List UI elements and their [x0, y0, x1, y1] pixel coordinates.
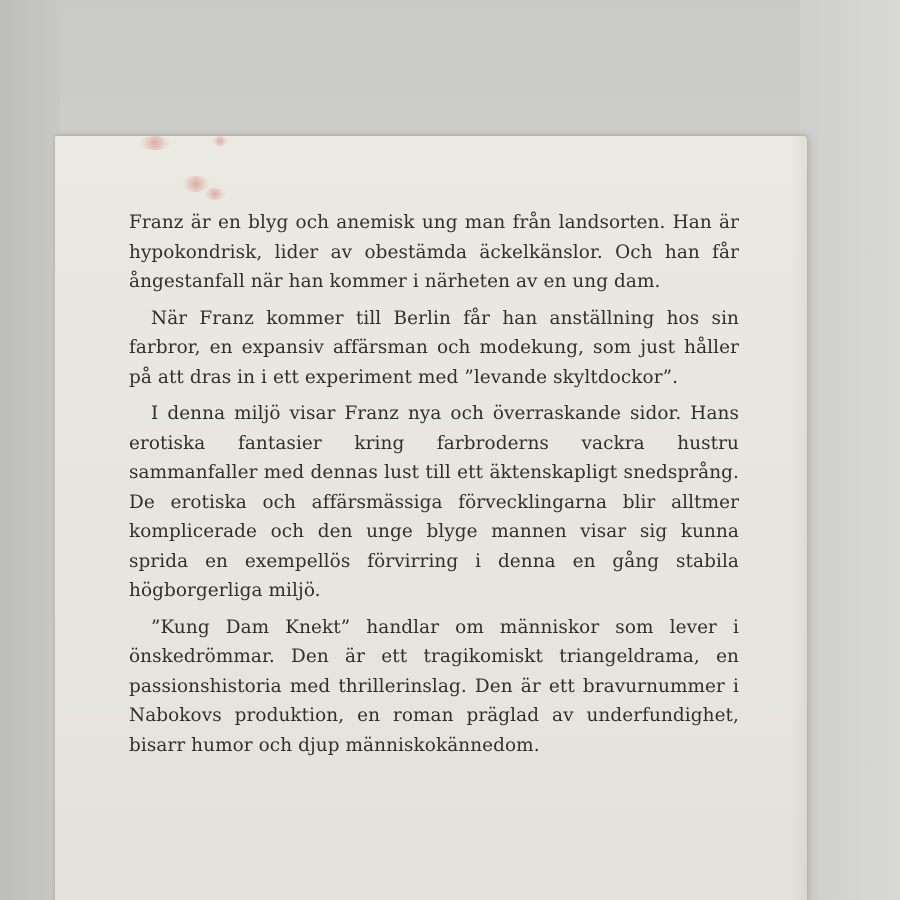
table-surface-left — [0, 0, 60, 900]
blurb-text — [129, 208, 739, 767]
table-surface-right — [800, 0, 900, 900]
stain-mark — [140, 136, 170, 150]
blurb-paragraph-2: När Franz kommer till Berlin får han anställning hos sin farbror, en expansiv affärsman och modekung, som just håller på att dras in i ett experiment med ”levande skyltdockor”. — [129, 307, 739, 388]
blurb-paragraph-4: ”Kung Dam Knekt” handlar om människor som lever i önskedrömmar. Den är ett tragikomiskt triangeldrama, en passionshistoria med thrillerinslag. Den är ett bravurnummer i Nabokovs produktion, en roman präglad av underfundighet, bisarr humor och djup människokännedom. — [129, 616, 739, 756]
book-back-cover — [55, 136, 807, 900]
stain-mark — [213, 136, 227, 146]
blurb-paragraph-3: I denna miljö visar Franz nya och överraskande sidor. Hans erotiska fantasier kring farbroderns vackra hustru sammanfaller med dennas lust till ett äktenskapligt snedsprång. De erotiska och affärsmässiga förvecklingarna blir alltmer komplicerade och den unge blyge mannen visar sig kunna sprida en exempellös förvirring i denna en gång stabila högborgerliga miljö. — [129, 403, 739, 601]
blurb-paragraph-1: Franz är en blyg och anemisk ung man från landsorten. Han är hypokondrisk, lider av obestämda äckelkänslor. Och han får ångestanfall när han kommer i närheten av en ung dam. — [129, 212, 739, 292]
stain-mark — [183, 176, 209, 192]
stain-mark — [205, 188, 225, 200]
cover-edge-shadow — [791, 136, 807, 900]
